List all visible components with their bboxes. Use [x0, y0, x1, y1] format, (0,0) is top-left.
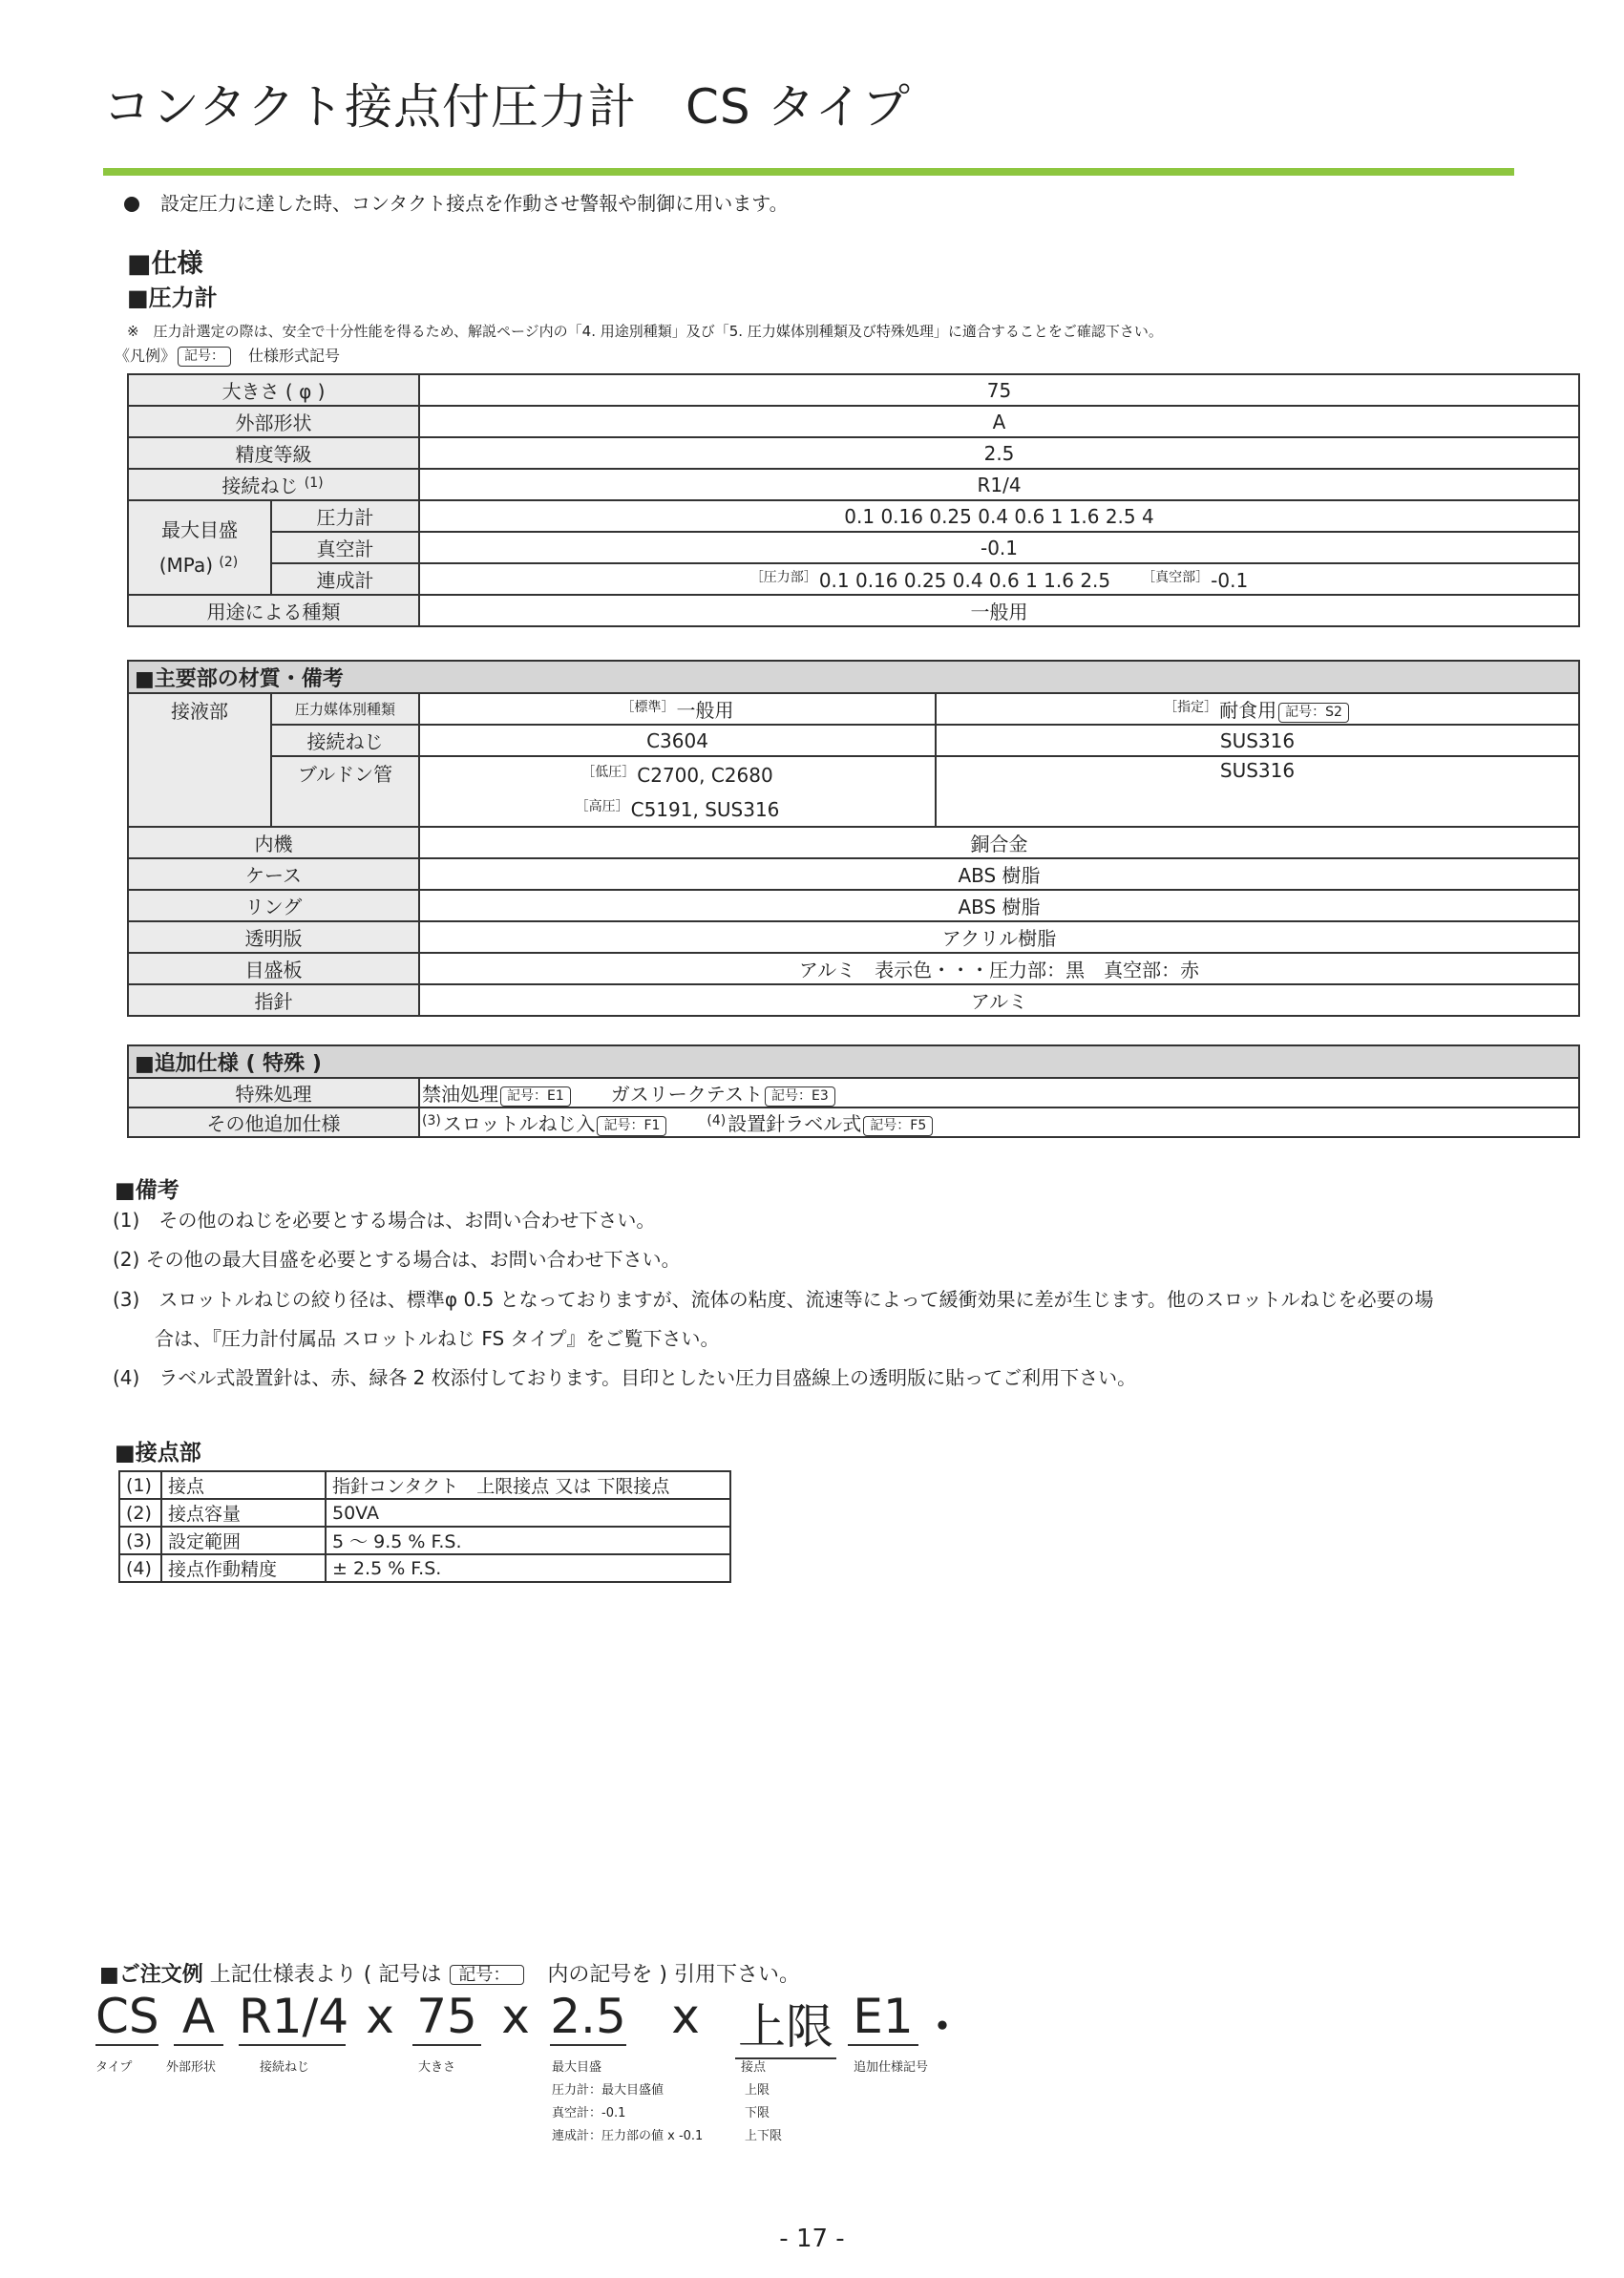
contact-value: 50VA — [326, 1499, 730, 1527]
thread-value: R1/4 — [419, 469, 1579, 500]
vacuum-label: 真空計 — [271, 532, 419, 563]
contact-value: 指針コンタクト 上限接点 又は 下限接点 — [326, 1471, 730, 1499]
designated-value: 耐食用 — [1219, 699, 1277, 722]
table-row — [128, 374, 1579, 406]
shape-value: A — [419, 406, 1579, 437]
thread-note: (1) — [304, 475, 324, 491]
label-note: (4) — [707, 1113, 727, 1128]
order-part-size: 75 — [412, 1989, 481, 2046]
material-row-label: 指針 — [128, 984, 419, 1016]
compound-label: 連成計 — [271, 563, 419, 595]
table-row — [128, 1045, 1579, 1078]
max-sub-label: 連成計：圧力部の値 x -0.1 — [552, 2129, 704, 2143]
table-row — [128, 437, 1579, 469]
material-row-value: 銅合金 — [419, 827, 1579, 858]
table-row — [128, 1107, 1579, 1137]
standard-value: 一般用 — [676, 699, 734, 722]
table-row — [128, 693, 1579, 725]
thread-standard: C3604 — [419, 725, 936, 756]
order-label: 追加仕様記号 — [854, 2060, 929, 2075]
material-row-value: ABS 樹脂 — [419, 890, 1579, 921]
legend-prefix: 《凡例》 — [115, 347, 177, 365]
material-row-label: 目盛板 — [128, 953, 419, 984]
low-pressure-value: C2700, C2680 — [637, 764, 773, 787]
material-row-value: ABS 樹脂 — [419, 858, 1579, 890]
throttle-option: スロットルねじ入 — [442, 1112, 596, 1135]
remark-item: (4) ラベル式設置針は、赤、緑各 2 枚添付しております。目印としたい圧力目盛線上の透明版に貼ってご利用下さい。 — [113, 1366, 1137, 1389]
material-row-label: 内機 — [128, 827, 419, 858]
table-row — [128, 500, 1579, 532]
table-row — [128, 890, 1579, 921]
material-table — [127, 660, 1580, 1017]
table-row — [128, 827, 1579, 858]
order-label: 外部形状 — [166, 2060, 217, 2075]
max-note: (2) — [219, 555, 239, 570]
thread-label: 接続ねじ — [221, 475, 299, 497]
throttle-note: (3) — [422, 1113, 441, 1128]
pressure-label: 圧力計 — [271, 500, 419, 532]
shape-label: 外部形状 — [128, 406, 419, 437]
order-label: 接続ねじ — [260, 2060, 310, 2075]
order-separator: x — [366, 1989, 394, 2044]
max-label: 最大目盛 — [161, 518, 238, 541]
low-pressure-tag: ［低圧］ — [581, 765, 636, 780]
contact-no: (4) — [119, 1554, 161, 1582]
bourdon-label: ブルドン管 — [271, 756, 419, 827]
gas-leak-code: 記号：E3 — [765, 1086, 835, 1107]
order-lead-tag: 記号： — [450, 1965, 524, 1985]
oil-free-code: 記号：E1 — [500, 1086, 571, 1107]
bourdon-designated: SUS316 — [936, 756, 1579, 827]
option-heading: ■追加仕様 ( 特殊 ) — [128, 1045, 1579, 1078]
media-label: 圧力媒体別種類 — [271, 693, 419, 725]
gas-leak-option: ガスリークテスト — [610, 1083, 763, 1106]
table-row — [128, 725, 1579, 756]
table-row — [128, 921, 1579, 953]
remarks-heading: ■備考 — [115, 1178, 179, 1203]
order-part-option: E1 — [848, 1989, 918, 2046]
special-label: 特殊処理 — [128, 1078, 419, 1107]
contact-value: ± 2.5 % F.S. — [326, 1554, 730, 1582]
lead-sentence: 設定圧力に達した時、コンタクト接点を作動させ警報や制御に用います。 — [160, 192, 789, 215]
gauge-heading: ■圧力計 — [127, 285, 218, 311]
usage-value: 一般用 — [419, 595, 1579, 626]
contact-label: 接点 — [161, 1471, 326, 1499]
remark-item: (2) その他の最大目盛を必要とする場合は、お問い合わせ下さい。 — [113, 1248, 681, 1271]
max-unit: (MPa) — [158, 554, 214, 577]
table-row — [119, 1554, 730, 1582]
compound-pressure-tag: ［圧力部］ — [749, 570, 817, 585]
max-sub-label: 圧力計：最大目盛値 — [552, 2083, 664, 2098]
table-row — [128, 1078, 1579, 1107]
contact-label: 接点容量 — [161, 1499, 326, 1527]
other-label: その他追加仕様 — [128, 1107, 419, 1137]
contact-label: 接点作動精度 — [161, 1554, 326, 1582]
designated-tag: ［指定］ — [1164, 700, 1218, 715]
wetted-label: 接液部 — [128, 693, 271, 827]
thread-designated: SUS316 — [936, 725, 1579, 756]
contact-no: (1) — [119, 1471, 161, 1499]
order-part-max: 2.5 — [550, 1989, 626, 2044]
compound-vacuum-tag: ［真空部］ — [1149, 570, 1210, 585]
material-row-value: アルミ 表示色・・・圧力部：黒 真空部：赤 — [419, 953, 1579, 984]
table-row — [128, 984, 1579, 1016]
remark-item: 合は、『圧力計付属品 スロットルねじ FS タイプ』をご覧下さい。 — [155, 1327, 720, 1350]
material-row-value: アルミ — [419, 984, 1579, 1016]
contact-sub-label: 下限 — [745, 2106, 770, 2120]
max-sub-label: 真空計：-0.1 — [552, 2106, 626, 2120]
page-title: コンタクト接点付圧力計 CS タイプ — [103, 79, 912, 135]
table-row — [128, 953, 1579, 984]
size-label: 大きさ ( φ ) — [128, 374, 419, 406]
contact-table — [118, 1470, 731, 1583]
accuracy-value: 2.5 — [419, 437, 1579, 469]
order-label: 最大目盛 — [552, 2060, 602, 2075]
table-row — [128, 661, 1579, 693]
order-lead-a: 上記仕様表より ( 記号は — [209, 1963, 442, 1987]
standard-tag: ［標準］ — [621, 700, 675, 715]
contact-sub-label: 上下限 — [745, 2129, 783, 2143]
table-row — [119, 1499, 730, 1527]
label-pointer-code: 記号：F5 — [863, 1116, 933, 1136]
order-label: 接点 — [741, 2060, 767, 2075]
table-row — [128, 563, 1579, 595]
order-part-shape: A — [174, 1989, 223, 2046]
material-row-label: リング — [128, 890, 419, 921]
order-part-dot: ・ — [918, 1999, 966, 2055]
legend — [115, 344, 340, 367]
bullet-icon — [124, 197, 139, 212]
designated-code: 記号：S2 — [1278, 703, 1349, 723]
material-heading: ■主要部の材質・備考 — [128, 661, 1579, 693]
order-part-contact: 上限 — [735, 1989, 836, 2059]
order-lead-b: 内の記号を ) 引用下さい。 — [547, 1963, 800, 1987]
order-heading: ■ご注文例 — [99, 1963, 203, 1987]
selection-notice: ※ 圧力計選定の際は、安全で十分性能を得るため、解説ページ内の「4. 用途別種類」及び「5. 圧力媒体別種類及び特殊処理」に適合することをご確認下さい。 — [127, 323, 1163, 340]
contact-sub-label: 上限 — [745, 2083, 770, 2098]
table-row — [119, 1471, 730, 1499]
order-label: 大きさ — [418, 2060, 456, 2075]
high-pressure-value: C5191, SUS316 — [630, 798, 780, 821]
order-separator: x — [501, 1989, 530, 2044]
material-row-value: アクリル樹脂 — [419, 921, 1579, 953]
material-row-label: 透明版 — [128, 921, 419, 953]
table-row — [128, 532, 1579, 563]
table-row — [128, 858, 1579, 890]
table-row — [128, 469, 1579, 500]
option-table — [127, 1044, 1580, 1138]
order-part-thread: R1/4 — [239, 1989, 349, 2044]
pressure-value: 0.1 0.16 0.25 0.4 0.6 1 1.6 2.5 4 — [419, 500, 1579, 532]
vacuum-value: -0.1 — [419, 532, 1579, 563]
contact-heading: ■接点部 — [115, 1441, 201, 1466]
contact-no: (2) — [119, 1499, 161, 1527]
table-row — [128, 756, 1579, 827]
label-pointer-option: 設置針ラベル式 — [728, 1112, 862, 1135]
wetted-thread-label: 接続ねじ — [271, 725, 419, 756]
order-lead — [99, 1958, 800, 1988]
compound-vacuum-value: -0.1 — [1211, 569, 1249, 592]
remark-item: (3) スロットルねじの絞り径は、標準φ 0.5 となっておりますが、流体の粘度、流速等によって緩衝効果に差が生じます。他のスロットルねじを必要の場 — [113, 1288, 1434, 1311]
oil-free-option: 禁油処理 — [422, 1083, 498, 1106]
contact-value: 5 ～ 9.5 % F.S. — [326, 1527, 730, 1554]
usage-label: 用途による種類 — [128, 595, 419, 626]
order-label: タイプ — [95, 2060, 133, 2075]
title-rule — [103, 168, 1514, 176]
high-pressure-tag: ［高圧］ — [575, 799, 629, 814]
legend-tag: 記号： — [178, 347, 231, 367]
contact-no: (3) — [119, 1527, 161, 1554]
order-separator: x — [671, 1989, 700, 2044]
table-row — [119, 1527, 730, 1554]
table-row — [128, 595, 1579, 626]
page-number: - 17 - — [779, 2225, 845, 2253]
throttle-code: 記号：F1 — [597, 1116, 666, 1136]
material-row-label: ケース — [128, 858, 419, 890]
contact-label: 設定範囲 — [161, 1527, 326, 1554]
lead-text — [124, 188, 789, 216]
order-part-type: CS — [95, 1989, 159, 2044]
legend-suffix: 仕様形式記号 — [248, 347, 341, 365]
table-row — [128, 406, 1579, 437]
spec-heading: ■仕様 — [127, 249, 203, 279]
size-value: 75 — [419, 374, 1579, 406]
accuracy-label: 精度等級 — [128, 437, 419, 469]
compound-pressure-value: 0.1 0.16 0.25 0.4 0.6 1 1.6 2.5 — [818, 569, 1111, 592]
remark-item: (1) その他のねじを必要とする場合は、お問い合わせ下さい。 — [113, 1209, 656, 1232]
spec-table — [127, 373, 1580, 627]
